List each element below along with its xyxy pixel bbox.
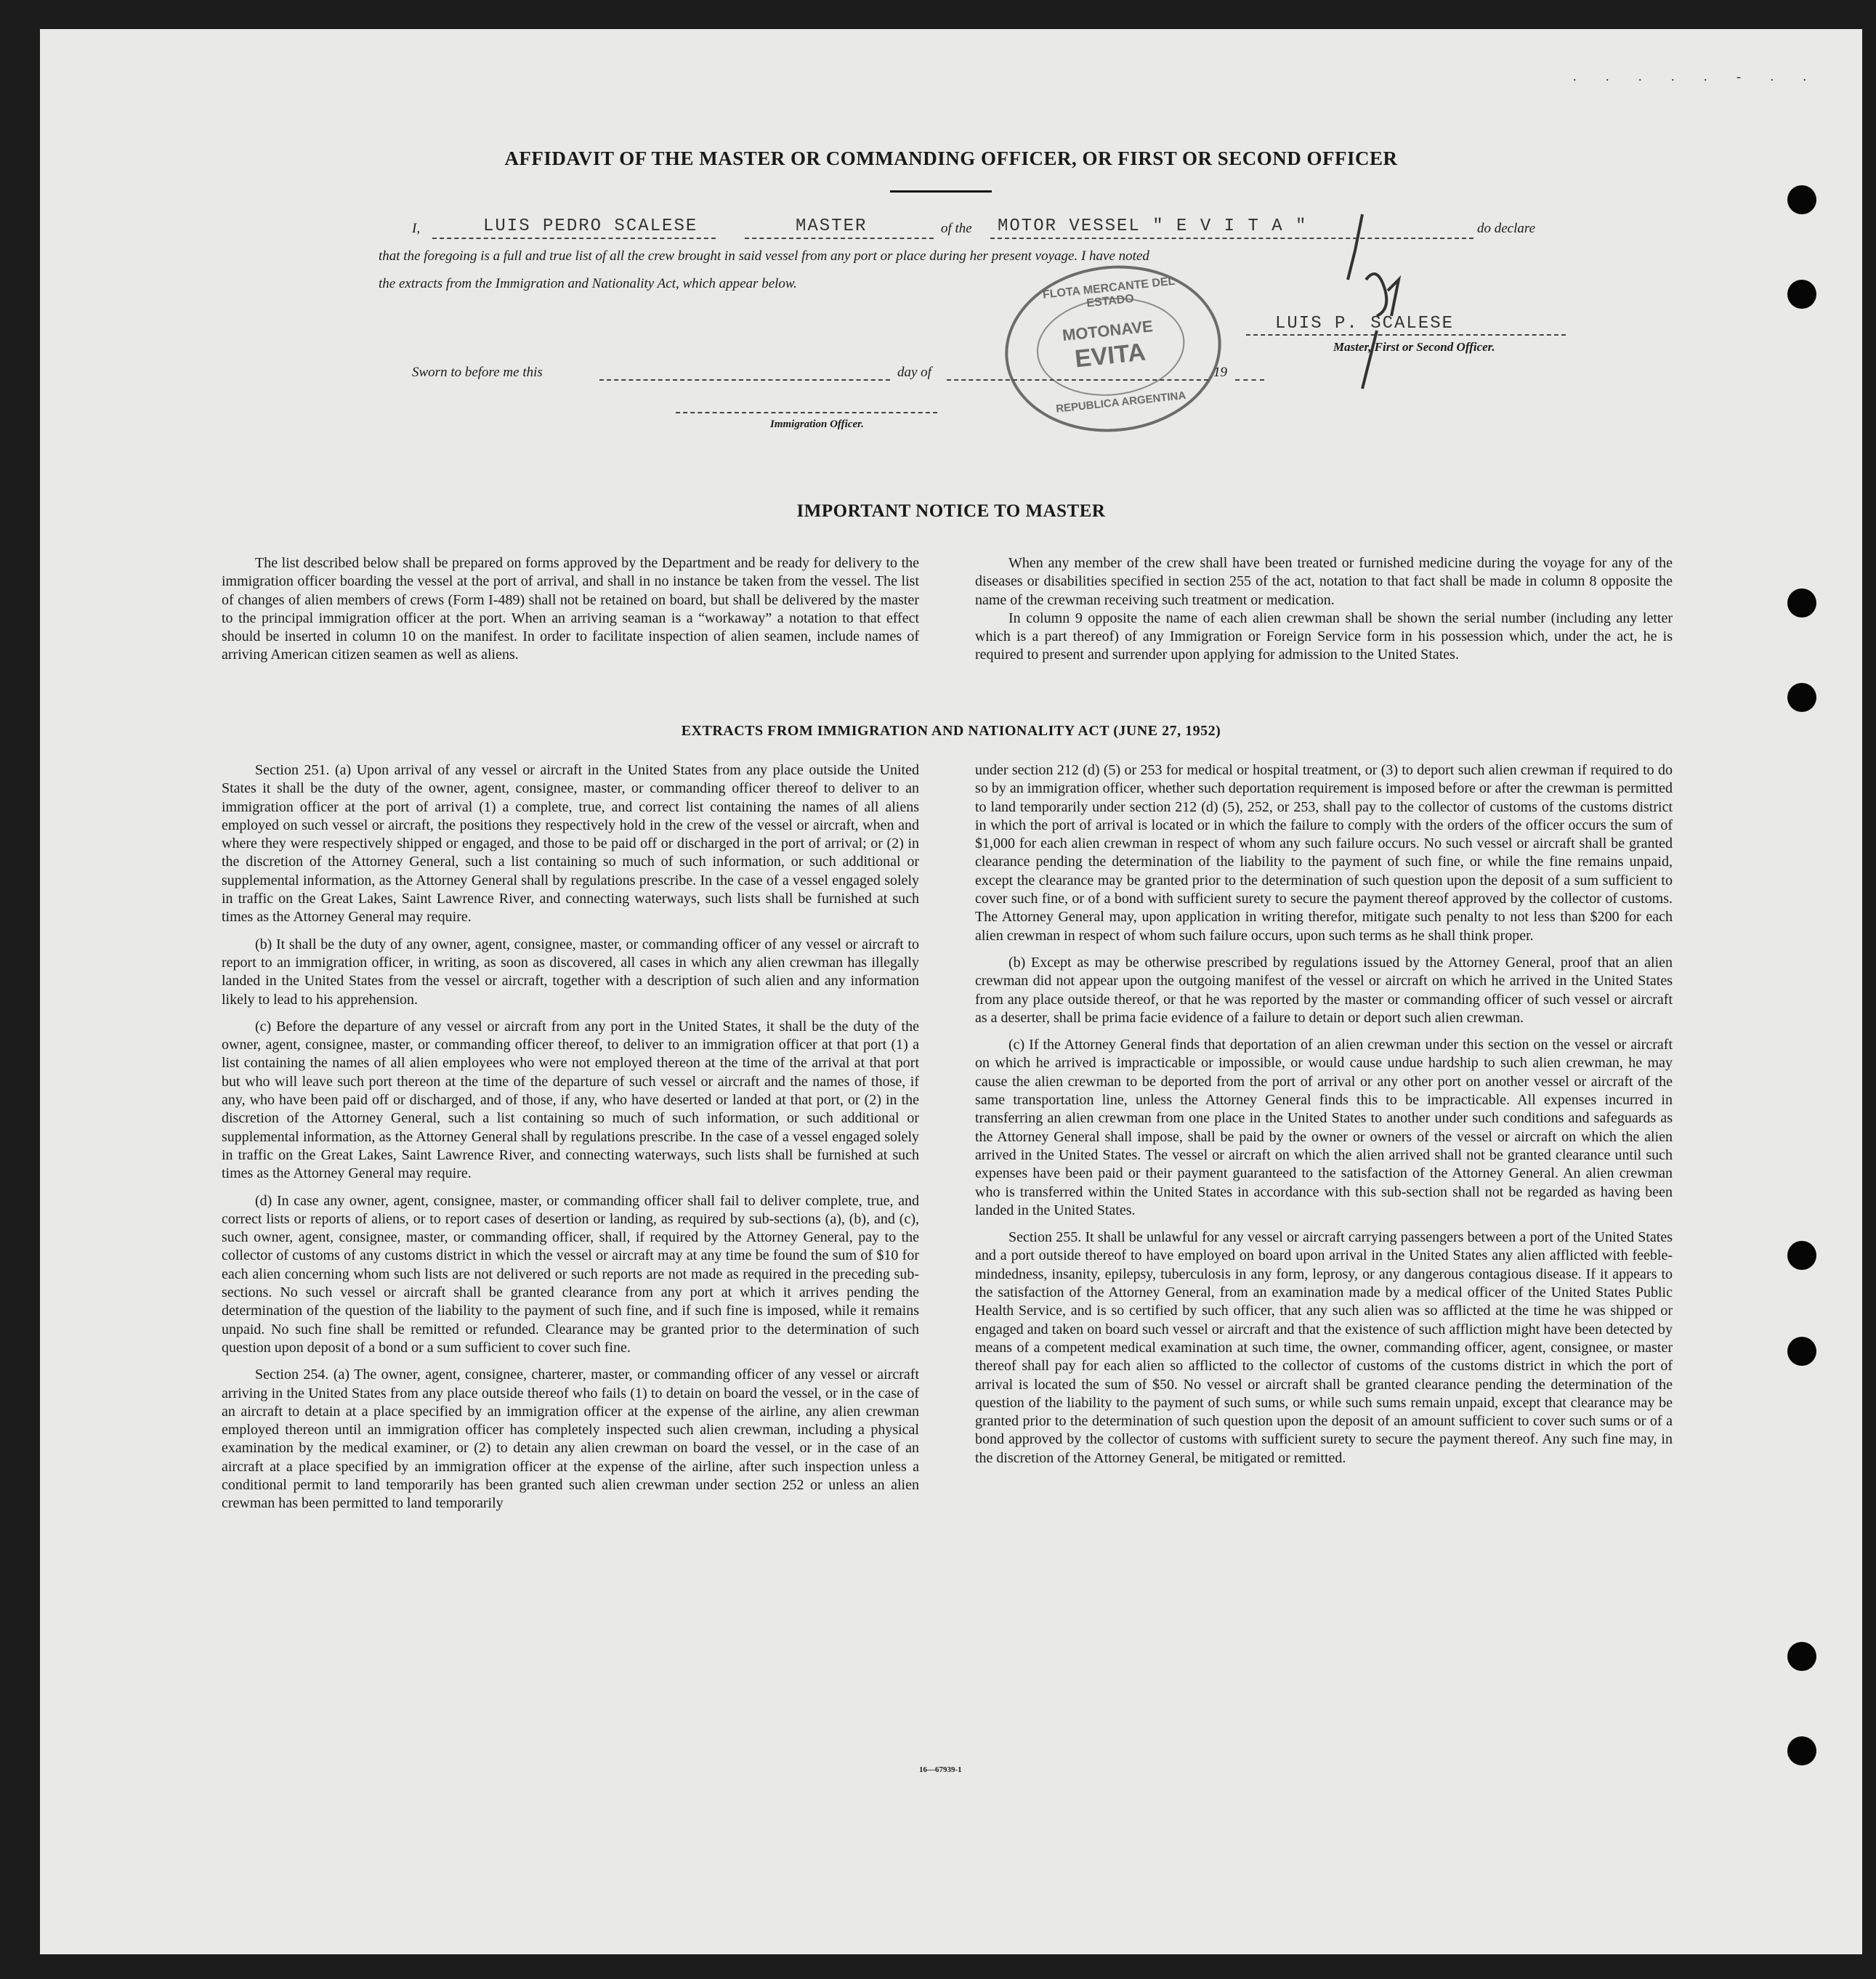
master-rank: MASTER — [796, 216, 868, 236]
statute-paragraph: (d) In case any owner, agent, consignee, master, or commanding officer shall fail to deliver complete, true, and correct lists or reports of aliens, or to report cases of desertion or landing, as required by sub-sections (a), (b), and (c), such owner, agent, consignee, master, or commanding officer, shall, if required by the Attorney General, pay to the collector of customs of any customs district in which the vessel or aircraft may at any time be found the sum of $10 for each alien concerning whom such lists are not delivered or such reports are not made as required in the preceding sub-sections. No such vessel or aircraft shall be granted clearance from any port at which it arrives pending the determination of the question of the liability to the payment of such fine, and if such fine is imposed, while it remains unpaid. No such fine shall be remitted or refunded. Clearance may be granted prior to the determination of such question upon deposit of a bond or a sum sufficient to cover such fine. — [222, 1192, 919, 1356]
notice-paragraph: In column 9 opposite the name of each alien crewman shall be shown the serial number (including any letter which is a part thereof) of any Immigration or Foreign Service form in his possession which, under the act, he is required to present and surrender upon applying for admission to the United States. — [975, 610, 1673, 663]
notice-left — [222, 554, 919, 665]
handwritten-signature — [1333, 207, 1428, 396]
name-line — [432, 238, 716, 239]
title-rule — [890, 190, 992, 193]
notice-paragraph: When any member of the crew shall have been treated or furnished medicine during the voyage for any of the diseases or disabilities specified in section 255 of the act, notation to that fact shall be made in column 8 opposite the name of the crewman receiving such treatment or medication. — [975, 555, 1673, 608]
binder-hole — [1787, 1736, 1816, 1765]
document-page — [40, 29, 1862, 1954]
binder-hole — [1787, 588, 1816, 618]
signature-typed: LUIS P. SCALESE — [1275, 314, 1455, 333]
extracts-right-column — [975, 761, 1673, 1468]
stamp-bottom-text: REPUBLICA ARGENTINA — [1055, 389, 1187, 416]
officer-caption: Immigration Officer. — [770, 418, 864, 430]
statute-paragraph: under section 212 (d) (5) or 253 for medical or hospital treatment, or (3) to deport such alien crewman if required to do so by an immigration officer, whether such deportation requirement is imposed before or after the crewman is permitted to land temporarily under section 212 (d) (5), 252, or 253, shall pay to the collector of customs of the customs district in which the port of arrival is located or in which the failure to comply with the orders of the officer occurs the sum of $1,000 for each alien crewman in respect of whom any such failure occurs. No such vessel or aircraft shall be granted clearance pending the determination of the liability to the payment of such fine, or while the fine remains unpaid, except the clearance may be granted prior to the determination of such question upon the deposit of a sum sufficient to cover such fine, or of a bond with sufficient surety to secure the payment thereof approved by the collector of customs. The Attorney General may, upon application in writing therefor, mitigate such penalty to not less than $200 for each alien crewman in respect of whom such failure occurs, upon such terms as he shall think proper. — [975, 762, 1673, 944]
statute-paragraph: (b) It shall be the duty of any owner, agent, consignee, master, or commanding officer of any vessel or aircraft to report to an immigration officer, in writing, as soon as discovered, all cases in which any alien crewman has illegally landed in the United States from the vessel or aircraft, together with a description of such alien and any information likely to lead to his apprehension. — [222, 936, 919, 1008]
stamp-top-text: FLOTA MERCANTE DEL ESTADO — [1042, 275, 1176, 310]
binder-hole — [1787, 1642, 1816, 1671]
statute-paragraph: (b) Except as may be otherwise prescribed by regulations issued by the Attorney General, proof that an alien crewman did not appear upon the outgoing manifest of the vessel or aircraft on which he arrived in the United States from any place outside thereof, or that he was reported by the master or commanding officer of such vessel or aircraft as a deserter, shall be prima facie evidence of a failure to detain or deport such alien crewman. — [975, 954, 1673, 1026]
statute-paragraph: Section 251. (a) Upon arrival of any vessel or aircraft in the United States from any place outside the United States it shall be the duty of the owner, agent, consignee, master, or commanding officer thereof to deliver to an immigration officer at the port of arrival (1) a complete, true, and correct list containing the names of all aliens employed on such vessel or aircraft, the positions they respectively hold in the crew of the vessel or aircraft, when and where they were respectively shipped or engaged, and those to be paid off or discharged in the port of arrival; or (2) in the discretion of the Attorney General, such a list containing so much of such information, or such additional or supplemental information, as the Attorney General shall by regulations prescribe. In the case of a vessel engaged solely in traffic on the Great Lakes, Saint Lawrence River, and connecting waterways, such lists shall be furnished at such times as the Attorney General may require. — [222, 762, 919, 926]
label-i: I, — [412, 221, 421, 236]
officer-signature-line — [676, 412, 937, 413]
day-label: day of — [897, 365, 931, 380]
rank-line — [745, 238, 934, 239]
extracts-left-column — [222, 761, 919, 1513]
statute-paragraph: Section 255. It shall be unlawful for any vessel or aircraft carrying passengers between a port of the United States and a port outside thereof to have employed on board upon arrival in the United States any alien afflicted with feeble-mindedness, insanity, epilepsy, tuberculosis in any form, leprosy, or any dangerous contagious disease. If it appears to the satisfaction of the Attorney General, from an examination made by a medical officer of the United States Public Health Service, and is so certified by such officer, that any such alien was so afflicted at the time he was shipped or engaged and taken on board such vessel or aircraft and that the existence of such affliction might have been detected by means of a competent medical examination at such time, the owner, commanding officer, agent, consignee, or master thereof shall pay for each alien so afflicted to the collector of customs of the customs district in which the port of arrival is located the sum of $50. No vessel or aircraft shall be granted clearance pending the determination of the question of the liability to the payment of such sums, or while such sums remain unpaid, except that clearance may be granted prior to the determination of such question upon the deposit of an amount sufficient to cover such sums or of a bond approved by the collector of customs with sufficient surety to secure the payment thereof. Any such fine may, in the discretion of the Attorney General, be mitigated or remitted. — [975, 1229, 1673, 1466]
stamp-line2: EVITA — [1073, 338, 1147, 373]
stamp-line1: MOTONAVE — [1061, 317, 1154, 345]
statute-paragraph: (c) If the Attorney General finds that deportation of an alien crewman under this section on the vessel or aircraft on which he arrived is impracticable or impossible, or would cause undue hardship to such alien crewman, he may cause the alien crewman to be deported from the port of arrival or any other port on another vessel or aircraft of the same transportation line, unless the Attorney General finds this to be impracticable. All expenses incurred in transferring an alien crewman from one place in the United States to another under such conditions and safeguards as the Attorney General shall impose, shall be paid by the owner or owners of the vessel or aircraft on which the alien arrived in the United States. The vessel or aircraft on which the alien arrived shall not be granted clearance until such expenses have been paid or their payment guaranteed to the satisfaction of the Attorney General. An alien crewman who is transferred within the United States in accordance with this sub-section shall not be regarded as having been landed in the United States. — [975, 1037, 1673, 1218]
vessel-name: MOTOR VESSEL " E V I T A " — [998, 216, 1308, 236]
declaration-text: that the foregoing is a full and true list of all the crew brought in said vessel from any port or place during her present voyage. I have noted — [379, 248, 1149, 264]
label-of-the: of the — [941, 221, 972, 236]
form-code: 16—67939-1 — [919, 1765, 962, 1774]
binder-hole — [1787, 185, 1816, 214]
notice-right — [975, 554, 1673, 665]
signature-line — [1246, 334, 1566, 336]
scan-specks: . . . . . - . . — [1573, 69, 1819, 84]
label-do-declare: do declare — [1477, 221, 1536, 236]
statute-paragraph: Section 254. (a) The owner, agent, consignee, charterer, master, or commanding officer of any vessel or aircraft arriving in the United States from any place outside thereof who fails (1) to detain on board the vessel, or in the case of an aircraft to detain at a place specified by an immigration officer at the expense of the airline, any alien crewman employed thereon until an immigration officer has completely inspected such alien crewman, including a physical examination by the medical examiner, or (2) to detain any alien crewman on board the vessel, or in the case of an aircraft at a place specified by an immigration officer at the expense of the airline, after such inspection unless a conditional permit to land temporarily has been granted such alien crewman under section 252 or unless an alien crewman has been permitted to land temporarily — [222, 1367, 919, 1512]
sworn-label: Sworn to before me this — [412, 365, 543, 380]
binder-hole — [1787, 1241, 1816, 1270]
statute-paragraph: (c) Before the departure of any vessel or aircraft from any port in the United States, it shall be the duty of the owner, agent, consignee, master, or commanding officer thereof, to deliver to an immigration officer at that port (1) a list containing the names of all alien employees who were not employed thereon at the time of the arrival at that port but who will leave such port thereon at the time of the departure of such vessel or aircraft and the names of those, if any, who have been paid off or discharged, and of those, if any, who have deserted or landed at that port, or (2) in the discretion of the Attorney General, such a list containing so much of such information, or such additional or supplemental information, as the Attorney General shall by regulations prescribe. In the case of a vessel engaged solely in traffic on the Great Lakes, Saint Lawrence River, and connecting waterways, such lists shall be furnished at such times as the Attorney General may require. — [222, 1018, 919, 1182]
extracts-title: EXTRACTS FROM IMMIGRATION AND NATIONALITY ACT (JUNE 27, 1952) — [681, 723, 1221, 739]
notice-title: IMPORTANT NOTICE TO MASTER — [796, 501, 1106, 521]
declaration-text-continued: the extracts from the Immigration and Nationality Act, which appear below. — [379, 276, 797, 291]
affidavit-title: AFFIDAVIT OF THE MASTER OR COMMANDING OFFICER, OR FIRST OR SECOND OFFICER — [504, 147, 1398, 169]
binder-hole — [1787, 683, 1816, 712]
signature-caption: Master, First or Second Officer. — [1333, 340, 1495, 354]
year-line — [1235, 379, 1264, 381]
month-line — [947, 379, 1208, 381]
binder-hole — [1787, 1337, 1816, 1366]
notice-paragraph: The list described below shall be prepared on forms approved by the Department and be ready for delivery to the immigration officer boarding the vessel at the port of arrival, and shall in no instance be taken from the vessel. The list of changes of alien members of crews (Form I-489) shall not be retained on board, but shall be delivered by the master to the principal immigration officer at the port. When an arriving seaman is a “workaway” a notation to that effect should be inserted in column 10 on the manifest. In order to facilitate inspection of alien seamen, include names of arriving American citizen seamen as well as aliens. — [222, 555, 919, 663]
sworn-date-line — [599, 379, 890, 381]
master-name: LUIS PEDRO SCALESE — [483, 216, 698, 236]
ship-stamp — [997, 255, 1229, 442]
binder-hole — [1787, 280, 1816, 309]
year-prefix: 19 — [1213, 365, 1227, 380]
